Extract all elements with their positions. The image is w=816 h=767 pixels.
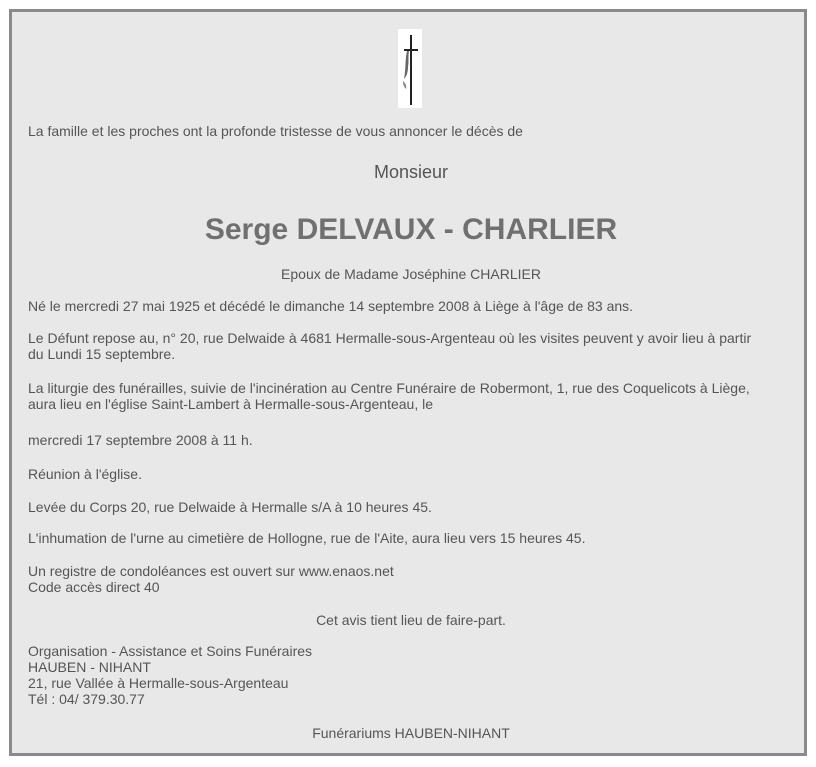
footer-text: Funérariums HAUBEN-NIHANT [312, 725, 510, 741]
organisation-line-2: HAUBEN - NIHANT [28, 659, 151, 675]
organisation-line-3: 21, rue Vallée à Hermalle-sous-Argenteau [28, 675, 289, 691]
liturgy-line-1: La liturgie des funérailles, suivie de l'incinération au Centre Funéraire de Robermont, 1, rue des Coquelicots à Liège, [28, 380, 750, 396]
levee-text: Levée du Corps 20, rue Delwaide à Hermalle s/A à 10 heures 45. [28, 499, 432, 515]
organisation-line-4: Tél : 04/ 379.30.77 [28, 691, 145, 707]
repose-line-1: Le Défunt repose au, n° 20, rue Delwaide à 4681 Hermalle-sous-Argenteau où les visites peuvent y avoir lieu à partir [28, 330, 752, 346]
obituary-card [9, 9, 807, 756]
birth-death-text: Né le mercredi 27 mai 1925 et décédé le dimanche 14 septembre 2008 à Liège à l'âge de 83 ans. [28, 298, 634, 314]
intro-text: La famille et les proches ont la profonde tristesse de vous annoncer le décès de [28, 123, 523, 139]
repose-text [28, 330, 794, 362]
honorific: Monsieur [373, 162, 449, 182]
inhumation-text: L'inhumation de l'urne au cimetière de Hollogne, rue de l'Aite, aura lieu vers 15 heures 45. [28, 530, 586, 546]
condolences-line-1: Un registre de condoléances est ouvert sur www.enaos.net [28, 563, 394, 579]
liturgy-text [28, 380, 794, 412]
cross-icon [398, 29, 422, 108]
notice-text: Cet avis tient lieu de faire-part. [316, 612, 506, 628]
condolences-line-2: Code accès direct 40 [28, 579, 160, 595]
condolences-text [28, 563, 794, 595]
liturgy-line-2: aura lieu en l'église Saint-Lambert à Hermalle-sous-Argenteau, le [28, 396, 433, 412]
ceremony-date: mercredi 17 septembre 2008 à 11 h. [28, 432, 253, 448]
organisation-line-1: Organisation - Assistance et Soins Funéraires [28, 643, 313, 659]
deceased-name: Serge DELVAUX - CHARLIER [204, 213, 618, 246]
meeting-text: Réunion à l'église. [28, 466, 142, 482]
organisation-block [28, 643, 794, 707]
repose-line-2: du Lundi 15 septembre. [28, 346, 176, 362]
spouse-text: Epoux de Madame Joséphine CHARLIER [281, 266, 541, 282]
